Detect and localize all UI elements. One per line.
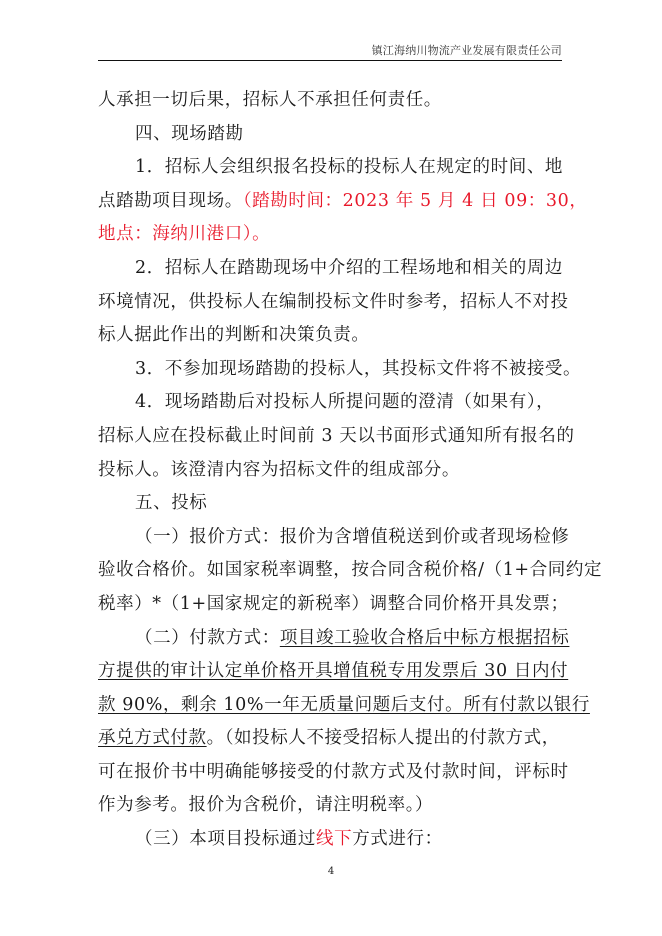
text-span: 。（如投标人不接受招标人提出的付款方式， <box>206 728 560 749</box>
paragraph-line: 税率）*（1+国家规定的新税率）调整合同价格开具发票； <box>98 593 569 614</box>
text-span: （三）本项目投标通过 <box>135 829 316 850</box>
section-heading-bidding: 五、投标 <box>135 493 208 514</box>
page-header <box>98 44 562 61</box>
paragraph-line: 3．不参加现场踏勘的投标人，其投标文件将不被接受。 <box>135 358 582 379</box>
paragraph-line: 招标人应在投标截止时间前 3 天以书面形式通知所有报名的 <box>98 425 575 446</box>
text-span: 方式进行： <box>352 829 443 850</box>
section-heading-site-visit: 四、现场踏勘 <box>135 123 244 144</box>
payment-terms-underlined: 项目竣工验收合格后中标方根据招标 <box>279 627 570 648</box>
paragraph-line <box>98 185 588 219</box>
company-name: 镇江海纳川物流产业发展有限责任公司 <box>371 44 562 57</box>
paragraph-line <box>98 622 568 656</box>
paragraph-line <box>98 823 568 857</box>
paragraph-line: 验收合格价。如国家税率调整，按合同含税价格/（1+合同约定 <box>98 560 603 581</box>
paragraph-line: （一）报价方式：报价为含增值税送到价或者现场检修 <box>135 526 570 547</box>
paragraph-line: 作为参考。报价为含税价，请注明税率。） <box>98 795 434 816</box>
payment-terms-underlined: 承兑方式付款 <box>98 728 207 749</box>
paragraph-line: 1．招标人会组织报名投标的投标人在规定的时间、地 <box>135 157 564 178</box>
text-span: （二）付款方式： <box>135 627 280 648</box>
paragraph-line <box>98 722 568 756</box>
page-number: 4 <box>327 866 335 877</box>
paragraph-line: 可在报价书中明确能够接受的付款方式及付款时间，评标时 <box>98 761 569 782</box>
paragraph-line: 投标人。该澄清内容为招标文件的组成部分。 <box>98 459 460 480</box>
document-body <box>98 84 603 857</box>
text-span: 点踏勘项目现场。 <box>98 190 243 211</box>
paragraph-line: 环境情况，供投标人在编制投标文件时参考，招标人不对投 <box>98 291 569 312</box>
site-visit-location-highlight: 地点：海纳川港口）。 <box>98 224 271 245</box>
paragraph-line: 人承担一切后果，招标人不承担任何责任。 <box>98 90 442 110</box>
payment-terms-underlined: 款 90%，剩余 10%一年无质量问题后支付。所有付款以银行 <box>98 694 590 715</box>
paragraph-line: 4．现场踏勘后对投标人所提问题的澄清（如果有）， <box>135 392 555 413</box>
paragraph-line: 2．招标人在踏勘现场中介绍的工程场地和相关的周边 <box>135 257 564 278</box>
offline-highlight: 线下 <box>316 829 353 850</box>
site-visit-time-highlight: （踏勘时间：2023 年 5 月 4 日 09：30， <box>242 190 588 211</box>
payment-terms-underlined: 方提供的审计认定单价格开具增值税专用发票后 30 日内付 <box>98 661 569 682</box>
paragraph-line: 标人据此作出的判断和决策负责。 <box>98 325 370 346</box>
